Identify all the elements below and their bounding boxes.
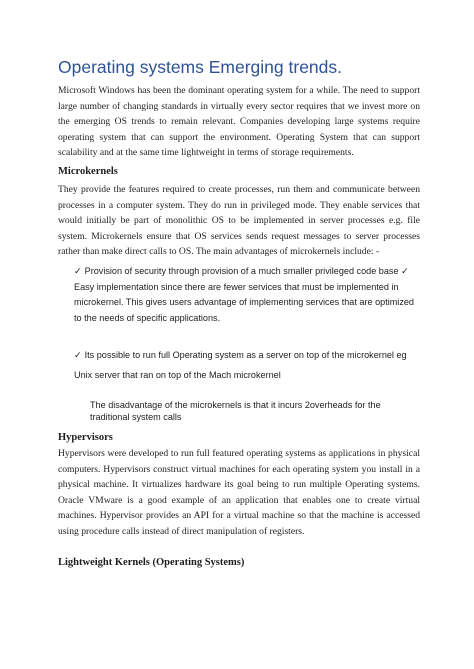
document-title: Operating systems Emerging trends. xyxy=(58,57,343,77)
microkernel-advantage-item xyxy=(74,264,422,326)
advantage-text: Its possible to run full Operating system as a server on top of the microkernel eg Unix server that ran on top of the Mach microkernel xyxy=(74,350,407,380)
checkmark-icon: ✓ xyxy=(74,350,82,360)
microkernels-heading: Microkernels xyxy=(58,166,118,177)
lightweight-kernels-heading: Lightweight Kernels (Operating Systems) xyxy=(58,557,245,568)
hypervisors-heading: Hypervisors xyxy=(58,432,113,443)
hypervisors-paragraph: Hypervisors were developed to run full featured operating systems as applications in physical computers. Hypervisors construct virtual machines for each operating system you install in a physical machine. It virtualizes hardware its goal being to run multiple Operating systems. Oracle VMware is a good example of an application that enables one to create virtual machines. Hypervisor provides an API for a virtual machine so that the machine is accessed using procedure calls instead of direct manipulation of registers. xyxy=(58,448,420,537)
microkernel-disadvantage: The disadvantage of the microkernels is that it incurs 2overheads for the traditional system calls xyxy=(90,400,381,422)
intro-paragraph: Microsoft Windows has been the dominant operating system for a while. The need to support large number of changing standards in virtually every sector requires that we invest more on the emerging OS trends to remain relevant. Companies developing large systems require operating system that can support the environment. Operating System that can support scalability and at the same time lightweight in terms of storage requirements. xyxy=(58,85,420,159)
checkmark-icon: ✓ xyxy=(74,266,82,276)
advantage-text: Provision of security through provision of a much smaller privileged code base ✓ Easy implementation since there are fewer services that must be implemented in microkernel. This gives users advantage of implementing services that are optimized to the needs of specific applications. xyxy=(74,266,414,323)
microkernels-paragraph: They provide the features required to create processes, run them and communicate between processes in a computer system. They do run in privileged mode. They enable services that would initially be part of monolithic OS to be implemented in server processes e.g. file system. Microkernels ensure that OS services sends request messages to server processes rather than make direct calls to OS. The main advantages of microkernels include: - xyxy=(58,184,420,258)
microkernel-advantage-item xyxy=(74,345,422,385)
